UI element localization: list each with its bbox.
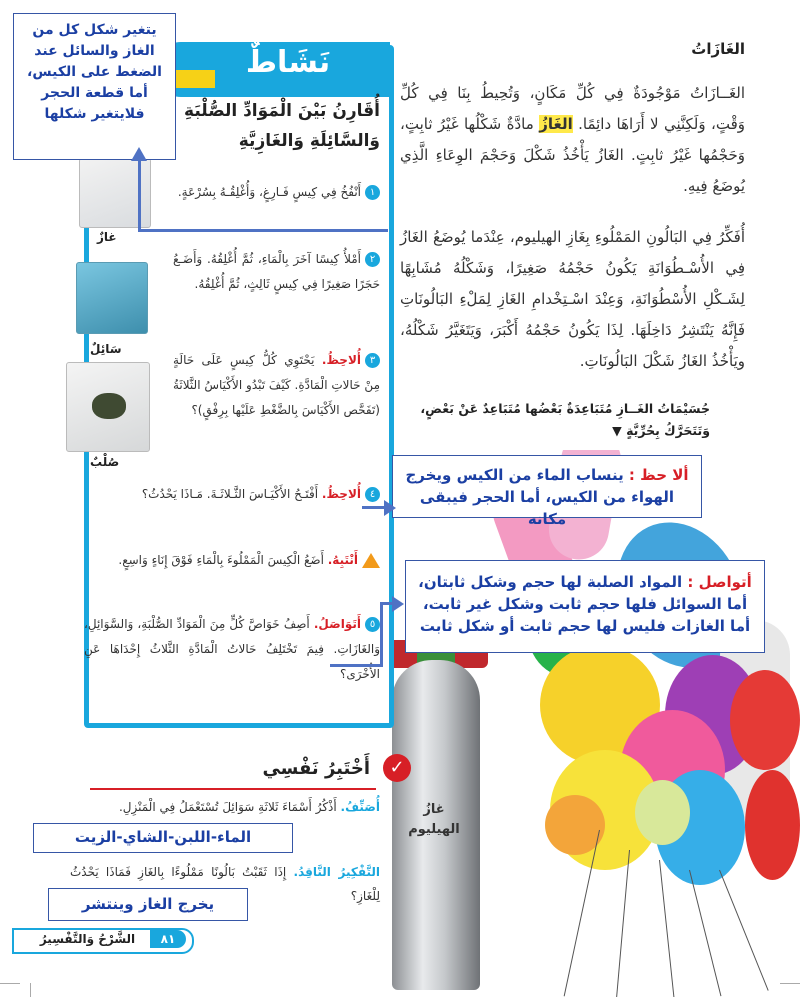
balloon — [730, 670, 800, 770]
footer-label: الشَّرْحُ وَالتَّفْسِيرُ — [39, 932, 136, 946]
answer-note-critical: يخرج الغاز وينتشر — [48, 888, 248, 921]
answer-note-observe: يتغير شكل كل من الغاز والسائل عند الضغط على الكيس، أما قطعة الحجر فلايتغير شكلها — [13, 13, 176, 160]
step-text: أَمْلأُ كِيسًا آخَرَ بِالْمَاءِ، ثُمَّ أُغْلِقُهُ. وَأَضَـعُ حَجَرًا صَغِيرًا فِي كِيسٍ ثَالِثٍ، ثُمَّ أُغْلِقُهُ. — [173, 252, 380, 291]
step-number: ١ — [365, 185, 380, 200]
arrow-head-icon — [392, 596, 404, 612]
question-text: إِذَا ثَقَبْتُ بَالُونًا مَمْلُوءًا بِالغَازِ فَمَاذَا يَحْدُثُ لِلْغَازِ؟ — [70, 865, 380, 903]
checkmark-icon: ✓ — [383, 754, 411, 782]
tank-label — [406, 800, 462, 840]
highlighted-term: الغَازُ — [539, 115, 573, 133]
caution-label: أَنْتَبِهُ. — [327, 553, 358, 567]
activity-heading: أُقَارِنُ بَيْنَ الْمَوَادِّ الصُّلْبَةِ وَالسَّائِلَةِ وَالغَازِيَّةِ — [184, 101, 380, 151]
question-text: أَذْكُرُ أَسْمَاءَ ثَلاثَةِ سَوَائِلَ تُسْتَعْمَلُ فِي الْمَنْزِلِ. — [118, 800, 341, 814]
crop-mark — [780, 983, 800, 984]
question-label: أُصَنِّفُ. — [340, 800, 380, 814]
crop-mark — [30, 983, 31, 997]
test-yourself-title: أَخْتَبِرُ نَفْسِي — [262, 758, 370, 779]
balloon-string — [719, 870, 769, 991]
step-text: يَحْتَوِي كُلُّ كِيسٍ عَلَى حَالَةٍ مِنْ حَالاتِ الْمَادَّةِ. كَيْفَ تَبْدُو الأَكْيَاسُ الثَّلاثَةُ (تَفَحَّص الأَكْيَاسَ بِالضَّغْطِ عَلَيْها بِرِفْقٍ)؟ — [173, 353, 380, 417]
balloon-string — [659, 860, 675, 997]
activity-step — [173, 180, 380, 205]
header-stripe — [368, 76, 392, 79]
paragraph-text: مادَّةٌ شَكْلُها غَيْرُ ثابِتٍ، وَحَجْمُها غَيْرُ ثابِتٍ. الغَازُ يَأْخُذُ شَكْلَ وَحَجْمَ الوِعَاءِ الَّذِي يُوضَعُ فِيهِ. — [400, 115, 745, 195]
answer-note-communicate — [405, 560, 765, 653]
step-number: ٣ — [365, 353, 380, 368]
bag-label: سَائِلٌ — [90, 342, 122, 356]
page-number: ٨١ — [150, 930, 186, 948]
paragraph-gases-definition — [400, 78, 745, 202]
caution-text: أَضَعُ الْكِيسَ الْمَمْلُوءَ بِالْمَاءِ فَوْقَ إِنَاءٍ وَاسِعٍ. — [118, 553, 328, 567]
balloon-string — [616, 850, 630, 997]
step-label: أُلاحِظُ. — [321, 487, 361, 501]
balloon-string — [689, 870, 721, 996]
activity-step — [173, 247, 380, 297]
answer-note-step4 — [392, 455, 702, 528]
bag-label: صُلْبٌ — [90, 455, 120, 469]
step-number: ٥ — [365, 617, 380, 632]
note-label: أتواصل : — [687, 573, 752, 591]
test-divider — [90, 788, 376, 790]
step-number: ٤ — [365, 487, 380, 502]
water-bag-image — [76, 262, 148, 334]
activity-step — [84, 612, 380, 687]
annotation-arrow — [138, 160, 141, 232]
warning-icon — [362, 553, 380, 568]
annotation-arrow — [138, 229, 388, 232]
answer-note-classify: الماء-اللبن-الشاي-الزيت — [33, 823, 293, 853]
tank-label-line: الهيليوم — [408, 822, 460, 837]
annotation-arrow — [362, 506, 386, 509]
note-text: المواد الصلبة لها حجم وشكل ثابتان، أما السوائل فلها حجم ثابت وشكل غير ثابت، أما الغازات فليس لها حجم ثابت أو شكل ثابت — [418, 573, 751, 635]
stone — [92, 393, 126, 419]
annotation-arrow — [380, 604, 383, 666]
bag-label: غازٌ — [97, 230, 117, 244]
arrow-head-icon — [384, 500, 396, 516]
paragraph-helium-balloon: أُفَكِّرُ فِي البَالُونِ المَمْلُوءِ بِغَازِ الهيليوم، عِنْدَما يُوضَعُ الغَازُ فِي الأُسْـطُوَانَةِ يَكُونُ حَجْمُهُ صَغِيرًا، وَشَكْلُهُ مُشَابِهًا لِشَـكْلِ الأُسْطُوَانَةِ، وَعِنْدَ اسْـتِخْدامِ الغَازِ لِمَلْءِ البَالُونَاتِ فَإِنَّهُ يَنْتَشِرُ دَاخِلَهَا. لِذَا يَكُونُ حَجْمُهُ أَكْبَرَ، وَيَتَغَيَّرُ شَكْلُهُ، ويَأْخُذُ الغَازُ شَكْلَ البَالُونَاتِ. — [400, 228, 745, 370]
step-number: ٢ — [365, 252, 380, 267]
tank-label-line: غازُ — [423, 802, 445, 817]
step-text: أَصِفُ خَوَاصَّ كُلٍّ مِنَ الْمَوَادِّ الصُّلْبَةِ، وَالسَّوَائِلِ، وَالغَازَاتِ. فِيمَ تَخْتَلِفُ حَالاتُ الْمَادَّةِ الثَّلاثُ إِحْدَاهَا عَنِ الأُخْرَى؟ — [84, 617, 380, 681]
test-question — [70, 795, 380, 819]
header-stripe — [368, 69, 392, 72]
activity-title: نَشَاطٌ — [245, 45, 331, 80]
activity-step — [84, 482, 380, 507]
annotation-arrow — [330, 664, 383, 667]
figure-caption: جُسَيْمَاتُ الغَــازِ مُتَبَاعِدَةٌ بَعْضُها مُتَبَاعِدٌ عَنْ بَعْضٍ، وَتَتَحَرَّكُ بِحُرِّيَّةٍ ▼ — [420, 401, 710, 438]
step-text: أَفْتَـحُ الأَكْيَـاسَ الثَّـلاثَـةَ. مَـاذَا يَحْدُثُ؟ — [141, 487, 322, 501]
section-title: الغَازَاتُ — [691, 40, 745, 58]
step-label: أَتَوَاصَلُ. — [313, 617, 361, 631]
activity-step — [173, 348, 380, 423]
note-text: ينساب الماء من الكيس ويخرج الهواء من الكيس، أما الحجر فيبقى مكانه — [405, 466, 675, 528]
arrow-head-icon — [131, 147, 147, 161]
balloon — [635, 780, 690, 845]
step-text: أَنْفُخُ فِي كِيسٍ فَـارِغٍ، وَأُغْلِقُـهُ بِسُرْعَةٍ. — [177, 185, 361, 199]
activity-caution — [84, 548, 380, 573]
crop-mark — [0, 983, 20, 984]
paragraph-text: الغَــازَاتُ مَوْجُودَةٌ فِي كُلِّ مَكَانٍ، وَتُحِيطُ بِنَا فِي كُلِّ وَقْتٍ، وَلَكِنَّنِي لا أَرَاهَا دائِمًا. — [400, 84, 746, 133]
note-label: ألا حظ : — [628, 466, 689, 484]
step-label: أُلاحِظُ. — [321, 353, 361, 367]
header-stripe — [368, 62, 392, 65]
question-label: التَّفْكِيرُ النَّاقِدُ. — [293, 865, 380, 879]
balloon — [745, 770, 800, 880]
